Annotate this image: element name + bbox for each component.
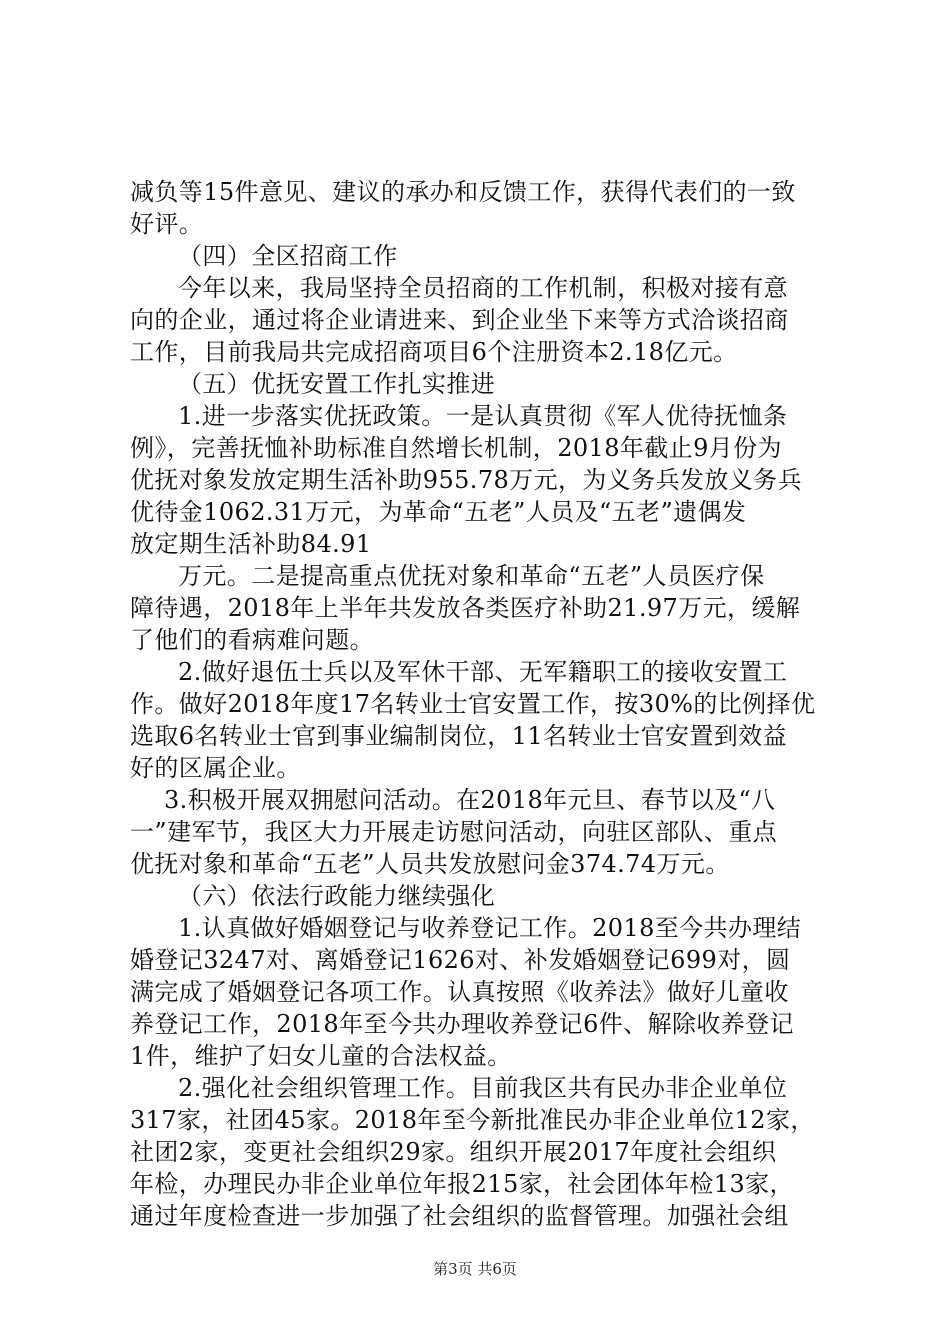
- text-line: 通过年度检查进一步加强了社会组织的监督管理。加强社会组: [130, 1202, 789, 1230]
- text-line: 1.认真做好婚姻登记与收养登记工作。2018至今共办理结: [178, 914, 802, 942]
- text-line: 社团2家，变更社会组织29家。组织开展2017年度社会组织: [130, 1138, 777, 1166]
- text-line: 2.强化社会组织管理工作。目前我区共有民办非企业单位: [178, 1074, 788, 1102]
- text-line: 减负等15件意见、建议的承办和反馈工作，获得代表们的一致: [130, 178, 796, 206]
- section-heading: （五）优抚安置工作扎实推进: [178, 370, 496, 398]
- text-line: 3.积极开展双拥慰问活动。在2018年元旦、春节以及“八: [164, 786, 776, 814]
- text-line: 选取6名转业士官到事业编制岗位，11名转业士官安置到效益: [130, 722, 788, 750]
- text-line: 例》，完善抚恤补助标准自然增长机制，2018年截止9月份为: [130, 434, 782, 462]
- text-line: 放定期生活补助84.91: [130, 530, 372, 558]
- text-line: 一”建军节，我区大力开展走访慰问活动，向驻区部队、重点: [130, 818, 778, 846]
- text-line: 婚登记3247对、离婚登记1626对、补发婚姻登记699对，圆: [130, 946, 791, 974]
- text-line: 向的企业，通过将企业请进来、到企业坐下来等方式洽谈招商: [130, 306, 789, 334]
- document-body: [130, 176, 830, 1232]
- text-line: 优抚对象发放定期生活补助955.78万元，为义务兵发放义务兵: [130, 466, 802, 494]
- section-heading: （六）依法行政能力继续强化: [178, 882, 496, 910]
- page-footer: [0, 1258, 950, 1279]
- page-number: 第3页 共6页: [433, 1260, 517, 1278]
- text-line: 满完成了婚姻登记各项工作。认真按照《收养法》做好儿童收: [130, 978, 789, 1006]
- text-line: 障待遇，2018年上半年共发放各类医疗补助21.97万元，缓解: [130, 594, 801, 622]
- text-line: 工作，目前我局共完成招商项目6个注册资本2.18亿元。: [130, 338, 738, 366]
- text-line: 作。做好2018年度17名转业士官安置工作，按30%的比例择优: [130, 690, 816, 718]
- text-line: 优待金1062.31万元，为革命“五老”人员及“五老”遗偶发: [130, 498, 747, 526]
- text-line: 万元。二是提高重点优抚对象和革命“五老”人员医疗保: [178, 562, 765, 590]
- section-heading: （四）全区招商工作: [178, 242, 398, 270]
- text-line: 2.做好退伍士兵以及军休干部、无军籍职工的接收安置工: [178, 658, 788, 686]
- text-line: 1.进一步落实优抚政策。一是认真贯彻《军人优待抚恤条: [178, 402, 788, 430]
- text-line: 年检，办理民办非企业单位年报215家，社会团体年检13家，: [130, 1170, 794, 1198]
- text-line: 今年以来，我局坚持全员招商的工作机制，积极对接有意: [178, 274, 788, 302]
- text-line: 好评。: [130, 210, 204, 238]
- text-line: 优抚对象和革命“五老”人员共发放慰问金374.74万元。: [130, 850, 730, 878]
- text-line: 养登记工作，2018年至今共办理收养登记6件、解除收养登记: [130, 1010, 794, 1038]
- text-line: 317家，社团45家。2018年至今新批准民办非企业单位12家，: [130, 1106, 815, 1134]
- text-line: 了他们的看病难问题。: [130, 626, 374, 654]
- text-line: 好的区属企业。: [130, 754, 301, 782]
- text-line: 1件，维护了妇女儿童的合法权益。: [130, 1042, 512, 1070]
